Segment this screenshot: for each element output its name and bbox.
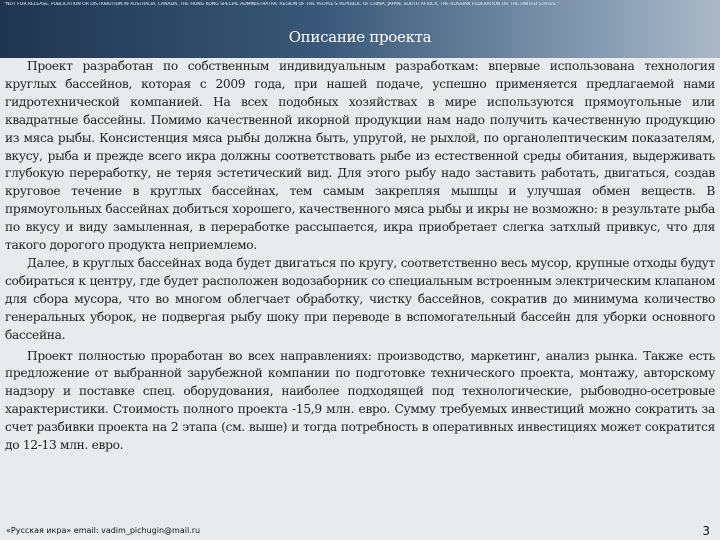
paragraph-2: Далее, в круглых бассейнах вода будет двигаться по кругу, соответственно весь мусор, крупные отходы будут собираться к центру, где будет расположен водозаборник со специальным встроенным электрическим клапаном для сбора мусора, что во многом облегчает обработку, чистку бассейнов, сократив до минимума количество генеральных уборок, не подвергая рыбу шоку при переводе в вспомогательный бассейн для уборки основного бассейна.: [5, 255, 715, 342]
footer-contact: «Русская икра» email: vadim_pichugin@mail.ru: [6, 526, 201, 535]
body-text: [5, 58, 715, 455]
paragraph-3: Проект полностью проработан во всех направлениях: производство, маркетинг, анализ рынка. Также есть предложение от выбранной зарубежной компании по подготовке технического проекта, монтажу, авторскому надзору и поставке спец. оборудования, наиболее подходящей под технологические, рыбоводно-осетровые характеристики. Стоимость полного проекта -15,9 млн. евро. Сумму требуемых инвестиций можно сократить за счет разбивки проекта на 2 этапа (см. выше) и тогда потребность в оперативных инвестициях может сократится до 12-13 млн. евро.: [5, 348, 715, 453]
paragraph-1: Проект разработан по собственным индивидуальным разработкам: впервые использована технология круглых бассейнов, которая с 2009 года, при нашей подаче, успешно применяется предлагаемой нами гидротехнической компанией. На всех подобных хозяйствах в мире используются прямоугольные или квадратные бассейны. Помимо качественной икорной продукции нам надо получить качественную продукцию из мяса рыбы. Консистенция мяса рыбы должна быть, упругой, не рыхлой, по органолептическим показателям, вкусу, рыба и прежде всего икра должны соответствовать рыбе из естественной среды обитания, выдерживать глубокую переработку, не теряя эстетический вид. Для этого рыбу надо заставить работать, двигаться, создав круговое течение в круглых бассейнах, тем самым закрепляя мышцы и улучшая обмен веществ. В прямоугольных бассейнах добиться хорошего, качественного мяса рыбы и икры не возможно: в результате рыба по вкусу и виду замыленная, в переработке рассыпается, икра приобретает слегка затхлый привкус, что для такого дорогого продукта неприемлемо.: [5, 59, 715, 253]
page-number: 3: [702, 524, 710, 538]
page-title: Описание проекта: [288, 28, 432, 46]
disclaimer-text: "NOT FOR RELEASE, PUBLICATION OR DISTRIBUTION IN AUSTRALIA, CANADA, THE HONG KONG SPECIAL ADMINISTRATIVE REGION OF THE PEOPLE'S REPUBLIC OF CHINA, JAPAN, SOUTH AFRICA, THE RUSSIAN FEDERATION OR THE UNITED STATES.": [4, 2, 559, 7]
header-banner: [0, 0, 720, 58]
